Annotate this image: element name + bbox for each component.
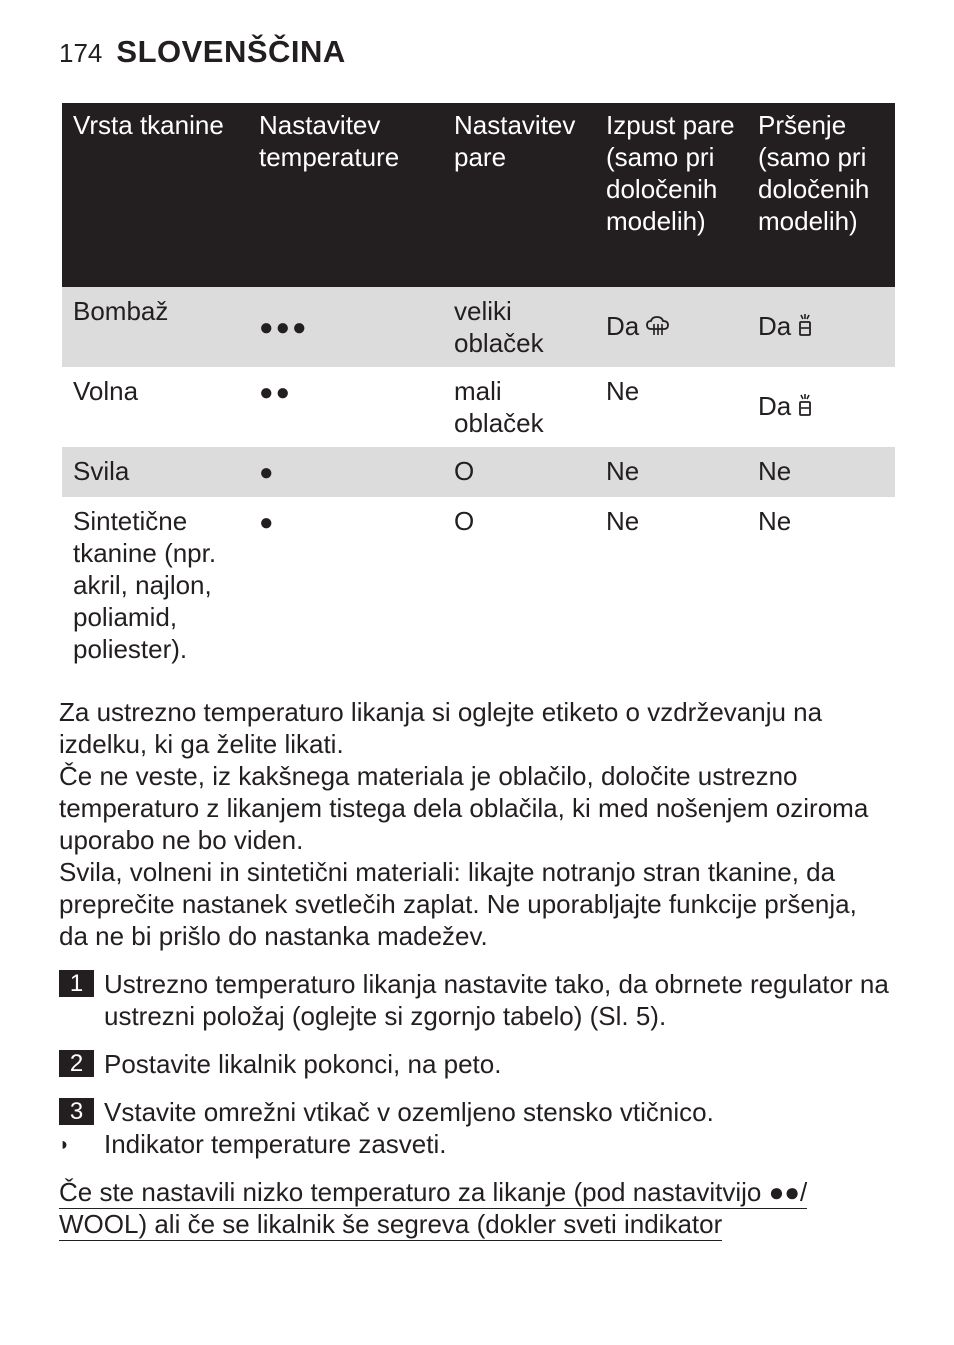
result-text: Indikator temperature zasveti.: [104, 1129, 447, 1159]
header-steam-shot: Izpust pare (samo pri določenih modelih): [595, 103, 747, 287]
note-text: [59, 1176, 849, 1240]
table-row: [62, 447, 895, 497]
no-steam-symbol: O: [454, 506, 475, 536]
spray-value: Da: [758, 310, 792, 341]
steam-shot-cell: Ne: [606, 506, 640, 536]
steam-shot-cell: Ne: [606, 376, 640, 406]
steam-cell: mali oblaček: [454, 376, 544, 438]
steam-cell: [443, 497, 595, 673]
fabric-cell: Volna: [73, 376, 139, 406]
table-row: [62, 287, 895, 367]
temperature-dots: ●: [259, 509, 276, 536]
step-3: [59, 1096, 889, 1160]
spray-cell: [747, 287, 895, 367]
temperature-cell: [248, 287, 443, 367]
spray-icon: [797, 392, 813, 424]
fabric-cell: Bombaž: [62, 287, 248, 367]
spray-value: Da: [758, 390, 792, 421]
step-2: [59, 1048, 889, 1080]
header-spray: Pršenje (samo pri določenih modelih): [747, 103, 895, 287]
step-result: [59, 1128, 889, 1160]
table-header-row: [62, 103, 895, 287]
paragraph: Za ustrezno temperaturo likanja si oglejte etiketo o vzdrževanju na izdelku, ki ga želite likati.: [59, 697, 823, 759]
steam-shot-cell: Ne: [595, 447, 747, 497]
step-text: Vstavite omrežni vtikač v ozemljeno stensko vtičnico.: [104, 1097, 714, 1127]
table-row: [62, 367, 895, 447]
result-marker-icon: ◗: [59, 1134, 70, 1154]
fabric-settings-table: [62, 103, 895, 673]
table-row: [62, 497, 895, 673]
fabric-cell: Sintetične tkanine (npr. akril, najlon, poliamid, poliester).: [73, 506, 217, 664]
instructions-text: [59, 696, 879, 952]
header-temperature: Nastavitev temperature: [248, 103, 443, 287]
no-steam-symbol: O: [454, 456, 475, 486]
page-header: [59, 34, 346, 70]
temperature-dots: ●●: [259, 379, 292, 406]
step-number: 3: [59, 1098, 94, 1125]
temperature-dots: ●●●: [259, 314, 309, 341]
step-text: Postavite likalnik pokonci, na peto.: [104, 1049, 502, 1079]
spray-cell: Ne: [747, 447, 895, 497]
steam-cell: veliki oblaček: [443, 287, 595, 367]
section-title: SLOVENŠČINA: [116, 34, 346, 69]
spray-cell: [747, 367, 895, 447]
header-fabric: Vrsta tkanine: [62, 103, 248, 287]
temperature-cell: [248, 447, 443, 497]
spray-cell: Ne: [758, 506, 792, 536]
steam-shot-icon: [645, 312, 671, 344]
temperature-cell: [248, 497, 443, 673]
step-text: Ustrezno temperaturo likanja nastavite tako, da obrnete regulator na ustrezni položaj (oglejte si zgornjo tabelo) (Sl. 5).: [104, 969, 889, 1031]
paragraph: Svila, volneni in sintetični materiali: likajte notranjo stran tkanine, da preprečite nastanek svetlečih zaplat. Ne uporabljajte funkcije pršenja, da ne bi prišlo do nastanka madežev.: [59, 857, 857, 951]
step-number: 1: [59, 970, 94, 997]
steam-cell: [443, 447, 595, 497]
fabric-cell: Svila: [62, 447, 248, 497]
note-line-2: WOOL) ali če se likalnik še segreva (dokler sveti indikator: [59, 1209, 723, 1239]
spray-icon: [797, 312, 813, 344]
steam-shot-cell: [595, 287, 747, 367]
step-1: [59, 968, 889, 1032]
paragraph: Če ne veste, iz kakšnega materiala je oblačilo, določite ustrezno temperaturo z likanjem tistega dela oblačila, ki med nošenjem oziroma uporabo ne bo viden.: [59, 761, 869, 855]
note-line-1: Če ste nastavili nizko temperaturo za likanje (pod nastavitvijo ●●/: [59, 1177, 808, 1207]
temperature-dots: ●: [259, 459, 276, 486]
temperature-cell: [248, 367, 443, 447]
header-steam-setting: Nastavitev pare: [443, 103, 595, 287]
step-number: 2: [59, 1050, 94, 1077]
page-number: 174: [59, 38, 103, 68]
steam-shot-value: Da: [606, 310, 640, 341]
